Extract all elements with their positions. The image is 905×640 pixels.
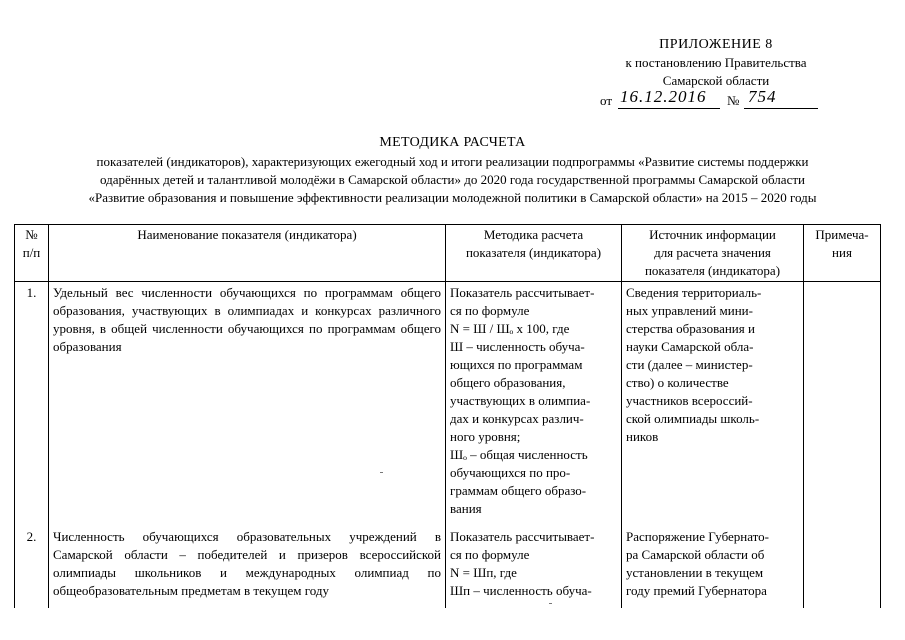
row-notes <box>804 526 881 608</box>
row-notes <box>804 282 881 527</box>
cell-line: Сведения территориаль- <box>626 285 762 300</box>
cell-line: участвующих в олимпиа- <box>450 393 591 408</box>
cell-line: ся по формуле <box>450 303 530 318</box>
cell-line: ство) о количестве <box>626 375 729 390</box>
header-source: Источник информации для расчета значения показателя (индикатора) <box>622 225 804 282</box>
cell-line: стерства образования и <box>626 321 755 336</box>
row-source <box>622 282 804 527</box>
handwritten-date: 16.12.2016 <box>620 87 707 106</box>
date-underline <box>618 108 720 109</box>
handwritten-number: 754 <box>748 87 777 106</box>
cell-line: Ш – численность обуча- <box>450 339 585 354</box>
table-header-row <box>15 225 881 282</box>
cell-line: ющихся по программам <box>450 357 583 372</box>
number-prefix: № <box>727 93 740 108</box>
cell-line: участников всероссий- <box>626 393 753 408</box>
cell-line: Шп – численность обуча- <box>450 583 592 598</box>
cell-line: N = Шп, где <box>450 565 517 580</box>
appendix-title: ПРИЛОЖЕНИЕ 8 <box>659 37 773 52</box>
cell-line: сти (далее – министер- <box>626 357 753 372</box>
cell-line: граммам общего образо- <box>450 483 587 498</box>
row-source <box>622 526 804 608</box>
cell-line: Показатель рассчитывает- <box>450 529 595 544</box>
cell-line: вания <box>450 501 482 516</box>
cell-line: ской олимпиады школь- <box>626 411 760 426</box>
header-method: Методика расчета показателя (индикатора) <box>446 225 622 282</box>
row-indicator-name: Удельный вес численности обучающихся по программам общего образования, участвующих в олимпиадах и конкурсах различного уровня, в общей численности обучающихся по программам общего образования <box>49 282 446 527</box>
cell-line: ного уровня; <box>450 429 521 444</box>
scan-artifact <box>380 472 383 473</box>
cell-line: ся по формуле <box>450 547 530 562</box>
appendix-block <box>596 36 836 111</box>
cell-line: обучающихся по про- <box>450 465 571 480</box>
number-underline <box>744 108 818 109</box>
row-number: 1. <box>15 282 49 527</box>
appendix-line-1: к постановлению Правительства <box>625 55 807 70</box>
header-name: Наименование показателя (индикатора) <box>49 225 446 282</box>
cell-line: Шₒ – общая численность <box>450 447 588 462</box>
cell-line: ра Самарской области об <box>626 547 765 562</box>
cell-line: Распоряжение Губернато- <box>626 529 770 544</box>
cell-line: установлении в текущем <box>626 565 764 580</box>
document-title: МЕТОДИКА РАСЧЕТА <box>379 135 526 150</box>
subtitle-line: показателей (индикаторов), характеризующих ежегодный ход и итоги реализации подпрограммы «Развитие системы поддержки <box>96 154 809 169</box>
cell-line: Показатель рассчитывает- <box>450 285 595 300</box>
row-indicator-name: Численность обучающихся образовательных учреждений в Самарской области – победителей и призеров всероссийской олимпиады школьников и международных олимпиад по общеобразовательным предметам в текущем году <box>49 526 446 608</box>
subtitle-line: «Развитие образования и повышение эффективности реализации молодежной политики в Самарской области» на 2015 – 2020 годы <box>88 190 817 205</box>
appendix-date-line <box>596 87 836 111</box>
cell-line: году премий Губернатора <box>626 583 767 598</box>
subtitle-line: одарённых детей и талантливой молодёжи в Самарской области» до 2020 года государственной программы Самарской области <box>100 172 805 187</box>
row-method <box>446 282 622 527</box>
row-method <box>446 526 622 608</box>
cell-line: дах и конкурсах различ- <box>450 411 584 426</box>
table-row <box>15 526 881 608</box>
cell-line: ных управлений мини- <box>626 303 753 318</box>
appendix-line-2: Самарской области <box>662 73 770 88</box>
header-notes: Примеча- ния <box>804 225 881 282</box>
cell-line: общего образования, <box>450 375 566 390</box>
cell-line: науки Самарской обла- <box>626 339 754 354</box>
row-number: 2. <box>15 526 49 608</box>
table-row <box>15 282 881 527</box>
cell-line: ников <box>626 429 659 444</box>
document-subtitle <box>16 153 889 207</box>
scan-artifact <box>549 603 552 604</box>
date-prefix: от <box>600 93 613 108</box>
cell-line: N = Ш / Шₒ х 100, где <box>450 321 570 336</box>
methodology-table <box>14 224 881 608</box>
header-num: № п/п <box>15 225 49 282</box>
